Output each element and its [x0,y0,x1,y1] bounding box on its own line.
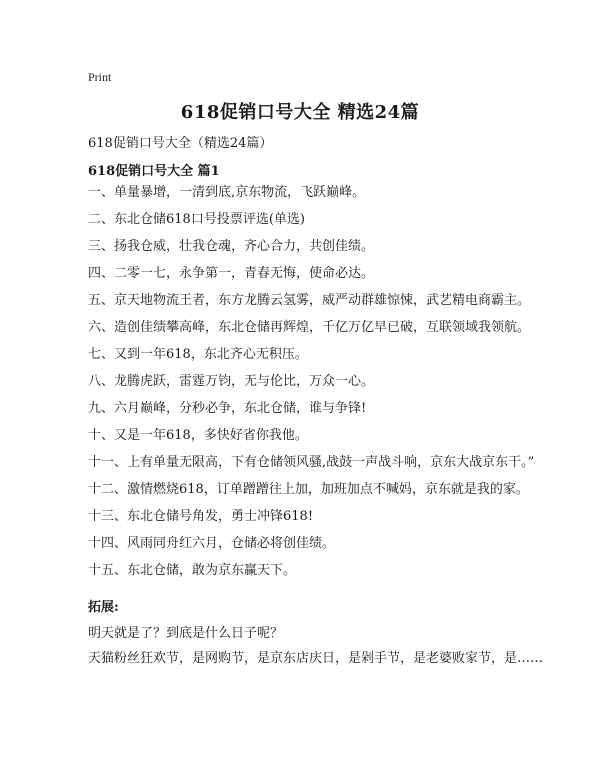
slogan-item: 十四、风雨同舟红六月，仓储必将创佳绩。 [88,536,336,551]
slogan-item: 十三、东北仓储号角发，勇士冲锋618! [88,509,314,524]
extension-heading: 拓展: [88,600,119,615]
slogan-item: 四、二零一七，永争第一，青春无悔，使命必达。 [88,266,375,281]
slogan-item: 一、单量暴增，一清到底,京东物流，飞跃巅峰。 [88,185,366,200]
body-paragraph: 明天就是了？到底是什么日子呢？ [88,626,284,641]
slogan-list [88,184,535,589]
body-paragraph: 天猫粉丝狂欢节，是网购节，是京东店庆日，是剁手节，是老婆败家节，是…… [88,651,544,666]
slogan-item: 十一、上有单量无限高，下有仓储领风骚,战鼓一声战斗响，京东大战京东干。” [88,455,535,470]
document-title: 618促销口号大全 精选24篇 [180,102,420,123]
slogan-item: 十五、东北仓储，敢为京东赢天下。 [88,563,297,578]
slogan-item: 七、又到一年618，东北齐心无积压。 [88,347,308,362]
slogan-item: 八、龙腾虎跃，雷霆万钧，无与伦比，万众一心。 [88,374,375,389]
slogan-item: 十二、激情燃烧618，订单蹭蹭往上加，加班加点不喊妈，京东就是我的家。 [88,482,529,497]
print-label: Print [88,70,112,84]
slogan-item: 二、东北仓储618口号投票评选(单选) [88,212,305,227]
slogan-item: 十、又是一年618，多快好省你我他。 [88,428,308,443]
slogan-item: 六、造创佳绩攀高峰，东北仓储再辉煌，千亿万亿早已破，互联领域我领航。 [88,320,531,335]
slogan-item: 五、京天地物流王者，东方龙腾云氢雾，威严动群雄惊悚，武艺精电商霸主。 [88,293,531,308]
slogan-item: 三、扬我仓威，壮我仓魂，齐心合力，共创佳绩。 [88,239,375,254]
slogan-item: 九、六月巅峰，分秒必争，东北仓储，谁与争锋! [88,401,367,416]
document-subtitle: 618促销口号大全（精选24篇） [88,136,273,151]
section-heading: 618促销口号大全 篇1 [88,164,220,179]
